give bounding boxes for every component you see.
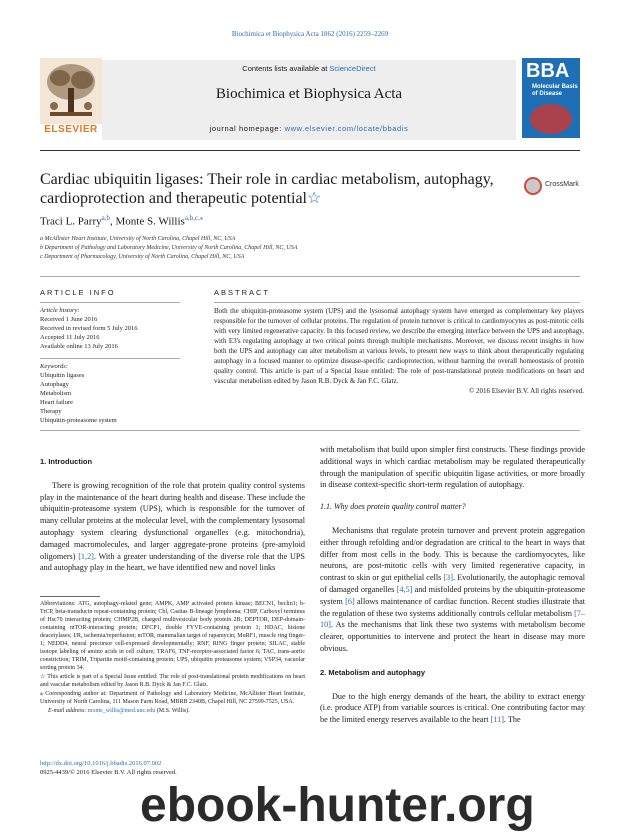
history-accepted: Accepted 11 July 2016 (40, 334, 100, 341)
author-willis-affil[interactable]: a,b,c, (184, 214, 200, 222)
crossmark-icon (524, 177, 542, 195)
right-paragraph-2 (320, 525, 585, 655)
affiliation-b: b Department of Pathology and Laboratory Medicine, University of North Carolina, Chapel Hill, NC, USA (40, 245, 298, 251)
footnotes (40, 600, 305, 716)
article-info-rule (40, 302, 180, 303)
p3-text-a: Due to the high energy demands of the heart, the ability to extract energy (i.e. produce ATP) from variable sources is critical. One contributing factor may be the limited energy reserves available to the heart (320, 691, 585, 725)
author-parry-affil[interactable]: a,b (101, 214, 110, 222)
p2-text-a: Mechanisms that regulate protein turnover and prevent protein aggregation either through refolding and/or degradation are critical to the heart in ways that differ from most cells in the body. This is because the cardiomyocytes, like neurons, are post-mitotic cells with very limited regenerative capacity, in contrast to skin or gut epithelial cells (320, 525, 585, 583)
sciencedirect-link[interactable]: ScienceDirect (329, 64, 376, 73)
keywords-block (40, 362, 190, 425)
keyword: Autophagy (40, 381, 69, 388)
history-revised: Received in revised form 5 July 2016 (40, 325, 138, 332)
keyword: Ubiquitin-proteasome system (40, 417, 117, 424)
p2-text-e: . As the mechanisms that link these two systems with metabolism become clearer, opportunities to intervene and protect the heart in disease may more obvious. (320, 620, 585, 653)
homepage-link[interactable]: www.elsevier.com/locate/bbadis (284, 124, 409, 133)
right-column (320, 444, 585, 726)
journal-citation[interactable]: Biochimica et Biophysica Acta 1862 (2016) 2259–2269 (231, 30, 389, 38)
author-parry: Traci L. Parry (40, 215, 102, 228)
affiliation-c: c Department of Pharmacology, University of North Carolina, Chapel Hill, NC, USA (40, 254, 245, 260)
right-paragraph-3 (320, 691, 585, 726)
abstract-body (214, 306, 584, 396)
ref-1-2[interactable]: [1,2] (78, 551, 94, 561)
email-suffix: (M.S. Willis). (155, 708, 190, 714)
author-list (40, 214, 580, 228)
email-label: E-mail address: (48, 708, 88, 714)
article-title (40, 170, 510, 208)
article-title-text: Cardiac ubiquitin ligases: Their role in cardiac metabolism, autophagy, cardioprotection and therapeutic potential (40, 171, 494, 207)
ref-4-5[interactable]: [4,5] (396, 584, 413, 594)
article-history (40, 306, 190, 351)
bba-cover-title: BBA (526, 60, 570, 82)
doi-block (40, 760, 305, 777)
ref-7-10[interactable]: [7–10] (320, 608, 585, 630)
issn-line: 0925-4439/© 2016 Elsevier B.V. All rights reserved. (40, 768, 177, 776)
p3-text-b: . The (503, 715, 521, 725)
p2-text-b: . Evolutionarily, the autophagic removal of damaged organelles (320, 573, 585, 594)
ref-3[interactable]: [3] (443, 573, 453, 583)
p2-text-c: and misfolded proteins by the ubiquitin-proteasome system (320, 584, 585, 606)
history-online: Available online 13 July 2016 (40, 343, 118, 350)
body-rule (40, 430, 580, 431)
subsection-heading: 1.1. Why does protein quality control matter? (320, 502, 466, 512)
journal-homepage (102, 124, 516, 133)
history-received: Received 1 June 2016 (40, 316, 98, 323)
keyword: Therapy (40, 408, 62, 415)
email-link[interactable]: monte_willis@med.unc.edu (87, 708, 156, 714)
keyword: Metabolism (40, 390, 72, 397)
ref-6[interactable]: [6] (345, 596, 355, 606)
intro-paragraph (40, 480, 305, 574)
abstract-rule (214, 302, 580, 303)
footnote-rule (40, 596, 100, 597)
abbreviations-footnote: Abbreviations: ATG, autophagy-related gene; AMPK, AMP activated protein kinase; BECN1, beclin1; b-TrCP, beta-transducin repeat-containing protein; Cbl, Casitas B-lineage lymphoma; CHIP, Carboxyl terminus of Hsc70 interacting protein; CHMP2B, charged multivesicular body protein 2B; DEPTOR, DEP-domain-containing mTOR-interacting protein; DFCP1, double FYVE-containing protein 1; HDAC, histone deacetylases; I/R, ischemia/reperfusion; mTOR, mammalian target of rapamycin; MuRF1, muscle ring finger-1; NEDD4, neural precursor cell-expressed developmentally; RNF, RING finger protein; SILAC, stable isotope labeling of amino acids in cell culture; TRAF6, TNF-receptor-associated factor 6; TAC, trans-aortic constriction; TRIM, Tripartite motif-containing protein; UPS, ubiquitin proteasome system; VSP34, vacuolar sorting protein 34. (40, 601, 305, 671)
keywords-rule (40, 358, 180, 359)
author-willis: Monte S. Willis (115, 215, 185, 228)
keyword: Ubiquitin ligases (40, 372, 85, 379)
affiliation-rule (40, 276, 580, 277)
intro-text-b: . With a greater understanding of the diverse role that the UPS and autophagy play in the heart, we have identified new and novel links (40, 551, 305, 573)
p2-text-d: allows maintenance of cardiac function. Recent studies illustrate that the regulation of these two systems additionally controls cellular metabolism (320, 596, 585, 618)
author-separator: , (109, 215, 116, 228)
right-paragraph-1: with metabolism that build upon simpler first constructs. These findings provide additional ways in which cardiac metabolism may be regulated therapeutically through the manipulation of specific ubiquitin ligase activities, or more broadly in disease context-specific short-term regulation of autophagy. (320, 445, 585, 490)
corresponding-mark[interactable]: ⁎ (199, 214, 204, 222)
elsevier-wordmark: ELSEVIER (44, 124, 98, 135)
ref-11[interactable]: [11] (490, 715, 504, 725)
bba-cover-logo (522, 58, 580, 138)
special-issue-footnote: ☆ This article is part of a Special Issue entitled: The role of post-translational protein modifications on heart and vascular metabolism edited by Jason R.B. Dyck & Jan F.C. Glatz. (40, 674, 305, 688)
contents-prefix: Contents lists available at (242, 64, 330, 73)
title-footnote-mark[interactable]: ☆ (307, 190, 322, 207)
header-rule (40, 150, 580, 151)
crossmark-badge[interactable] (524, 176, 584, 198)
doi-link[interactable]: http://dx.doi.org/10.1016/j.bbadis.2016.07.002 (40, 760, 162, 767)
watermark-text: ebook-hunter.org (140, 779, 535, 832)
intro-text-a: There is growing recognition of the role that protein quality control systems play in the maintenance of the heart during health and disease. These include the ubiquitin-proteasome system (UPS), which is responsible for the turnover of many cellular proteins at the molecular level, with the complementary lysosomal autophagy system clearing dysfunctional organelles (e.g. mitochondria), damaged macromolecules, and larger aggregate-prone proteins (pre-amyloid oligomers) (40, 480, 305, 561)
affiliation-a: a McAllister Heart Institute, University of North Carolina, Chapel Hill, NC, USA (40, 236, 236, 242)
left-column (40, 456, 305, 574)
section-2-heading: 2. Metabolism and autophagy (320, 667, 426, 677)
crossmark-label: CrossMark (545, 181, 579, 188)
corresponding-author-footnote: ⁎ Corresponding author at: Department of Pathology and Laboratory Medicine, McAllister Heart Institute, University of North Carolina, 111 Mason Farm Road, MBRB 2340B, Chapel Hill, NC 27599-7525, USA. (40, 691, 305, 705)
keywords-label: Keywords: (40, 363, 68, 370)
intro-heading: 1. Introduction (40, 457, 93, 466)
abstract-heading: ABSTRACT (214, 288, 271, 297)
journal-title: Biochimica et Biophysica Acta (215, 86, 403, 102)
history-label: Article history: (40, 307, 80, 314)
article-info-heading: ARTICLE INFO (40, 288, 116, 297)
abstract-text: Both the ubiquitin-proteasome system (UPS) and the lysosomal autophagy system have emerged as complementary key players responsible for the turnover of cellular proteins. The regulation of protein turnover is critical to cardiomyocytes as post-mitotic cells with very limited regenerative capacity. In this focused review, we describe the emerging interface between the UPS and autophagy, with E3's regulating autophagy at two critical points through multiple mechanisms. Moreover, we discuss recent insights in how both the UPS and autophagy can alter metabolism at various levels, to present new ways to think about therapeutically regulating autophagy in a focused manner to optimize disease-specific cardioprotection, without harming the overall homeostasis of protein quality control. This article is part of a Special Issue entitled: The role of post-translational protein modifications on heart and vascular metabolism edited by Jason R.B. Dyck & Jan F.C. Glatz. (214, 307, 584, 385)
cover-graphic (530, 104, 572, 134)
contents-line (102, 64, 516, 73)
bba-cover-subtitle: Molecular Basis of Disease (532, 84, 578, 97)
keyword: Heart failure (40, 399, 74, 406)
homepage-prefix: journal homepage: (209, 124, 285, 133)
abstract-copyright: © 2016 Elsevier B.V. All rights reserved. (468, 387, 584, 395)
email-footnote (40, 707, 305, 715)
